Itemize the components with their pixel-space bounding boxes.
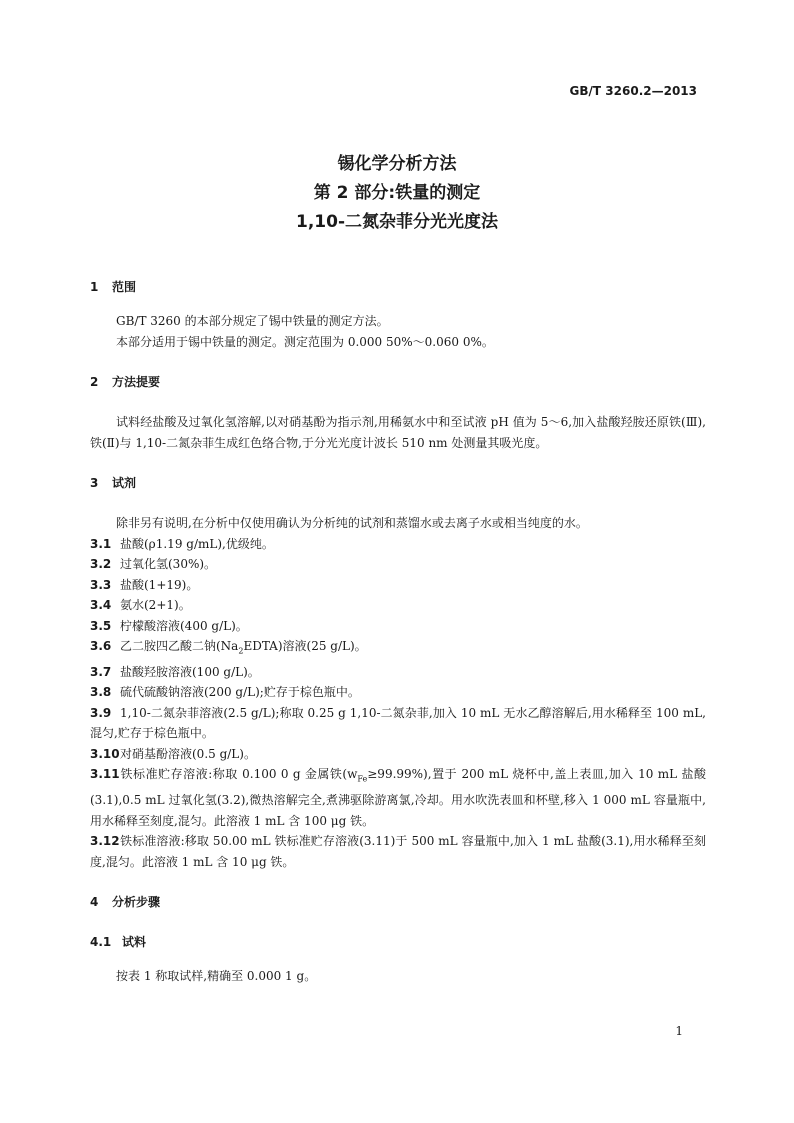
item-number: 3.9 [90, 705, 112, 720]
section-2-heading [90, 372, 706, 392]
standard-code: GB/T 3260.2—2013 [569, 84, 697, 98]
list-item [90, 764, 706, 831]
item-text: 盐酸(ρ1.19 g/mL),优级纯。 [120, 536, 274, 551]
list-item [90, 575, 706, 596]
list-item [90, 744, 706, 765]
title-line-3: 1,10-二氮杂菲分光光度法 [296, 212, 498, 232]
item-number: 3.10 [90, 746, 120, 761]
list-item [90, 662, 706, 683]
item-text: 盐酸羟胺溶液(100 g/L)。 [120, 664, 260, 679]
section-3-heading [90, 473, 706, 493]
item-text: ≥99.99%),置于 200 mL 烧杯中,盖上表皿,加入 10 mL 盐酸(3.1),0.5 mL 过氧化氢(3.2),微热溶解完全,煮沸驱除游离氯,冷却。用水吹洗表皿和杯壁,移入 1 000 mL 容量瓶中,用水稀释至刻度,混匀。此溶液 1 mL 含 100 μg 铁。 [90, 767, 706, 828]
document-body [90, 277, 706, 987]
list-item [90, 703, 706, 744]
paragraph: 试料经盐酸及过氧化氢溶解,以对硝基酚为指示剂,用稀氨水中和至试液 pH 值为 5～6,加入盐酸羟胺还原铁(Ⅲ),铁(Ⅱ)与 1,10-二氮杂菲生成红色络合物,于分光光度计波长 510 nm 处测量其吸光度。 [90, 415, 706, 450]
list-item [90, 554, 706, 575]
section-title: 试剂 [112, 476, 137, 490]
item-text: 1,10-二氮杂菲溶液(2.5 g/L);称取 0.25 g 1,10-二氮杂菲,加入 10 mL 无水乙醇溶解后,用水稀释至 100 mL,混匀,贮存于棕色瓶中。 [90, 705, 706, 741]
item-number: 3.11 [90, 767, 120, 782]
list-item [90, 616, 706, 637]
paragraph: 按表 1 称取试样,精确至 0.000 1 g。 [116, 969, 317, 984]
item-text: 柠檬酸溶液(400 g/L)。 [120, 618, 248, 633]
subsection-number: 4.1 [90, 935, 112, 950]
list-item [90, 831, 706, 872]
subscript: 2 [238, 646, 244, 656]
section-4-heading [90, 892, 706, 912]
list-item [90, 682, 706, 703]
item-number: 3.12 [90, 834, 120, 849]
item-number: 3.1 [90, 536, 112, 551]
section-number: 3 [90, 476, 99, 490]
page-number: 1 [675, 1024, 683, 1038]
section-title: 分析步骤 [112, 895, 161, 910]
paragraph: 本部分适用于锡中铁量的测定。测定范围为 0.000 50%～0.060 0%。 [116, 334, 494, 349]
title-line-1: 锡化学分析方法 [337, 154, 457, 174]
item-number: 3.6 [90, 639, 112, 653]
section-number: 4 [90, 895, 99, 910]
item-text: 盐酸(1+19)。 [120, 577, 199, 592]
section-title: 方法提要 [112, 375, 161, 389]
section-1-heading [90, 277, 706, 297]
item-text: 铁标准溶液:移取 50.00 mL 铁标准贮存溶液(3.11)于 500 mL 容量瓶中,加入 1 mL 盐酸(3.1),用水稀释至刻度,混匀。此溶液 1 mL 含 10 μg 铁。 [90, 834, 706, 869]
subsection-title: 试料 [122, 935, 147, 950]
item-text: 过氧化氢(30%)。 [120, 557, 217, 571]
item-number: 3.4 [90, 598, 112, 612]
item-number: 3.8 [90, 685, 112, 700]
item-text: EDTA)溶液(25 g/L)。 [243, 639, 367, 653]
title-line-2: 第 2 部分:铁量的测定 [313, 183, 481, 203]
item-text: 铁标准贮存溶液:称取 0.100 0 g 金属铁(w [120, 767, 358, 782]
item-text: 氨水(2+1)。 [120, 598, 191, 612]
subscript: Fe [357, 774, 368, 784]
list-item [90, 534, 706, 555]
item-number: 3.7 [90, 664, 112, 679]
list-item [90, 636, 706, 662]
section-number: 2 [90, 375, 99, 389]
section-number: 1 [90, 280, 99, 294]
item-text: 硫代硫酸钠溶液(200 g/L);贮存于棕色瓶中。 [120, 685, 360, 700]
item-number: 3.5 [90, 618, 112, 633]
document-title [0, 150, 794, 237]
subsection-4-1-heading [90, 932, 706, 952]
item-text: 对硝基酚溶液(0.5 g/L)。 [120, 746, 256, 761]
list-item [90, 595, 706, 616]
section-title: 范围 [112, 280, 137, 294]
paragraph: GB/T 3260 的本部分规定了锡中铁量的测定方法。 [116, 314, 389, 328]
item-text: 乙二胺四乙酸二钠(Na [120, 639, 239, 653]
item-number: 3.2 [90, 557, 112, 571]
item-number: 3.3 [90, 577, 112, 592]
paragraph: 除非另有说明,在分析中仅使用确认为分析纯的试剂和蒸馏水或去离子水或相当纯度的水。 [116, 516, 588, 530]
